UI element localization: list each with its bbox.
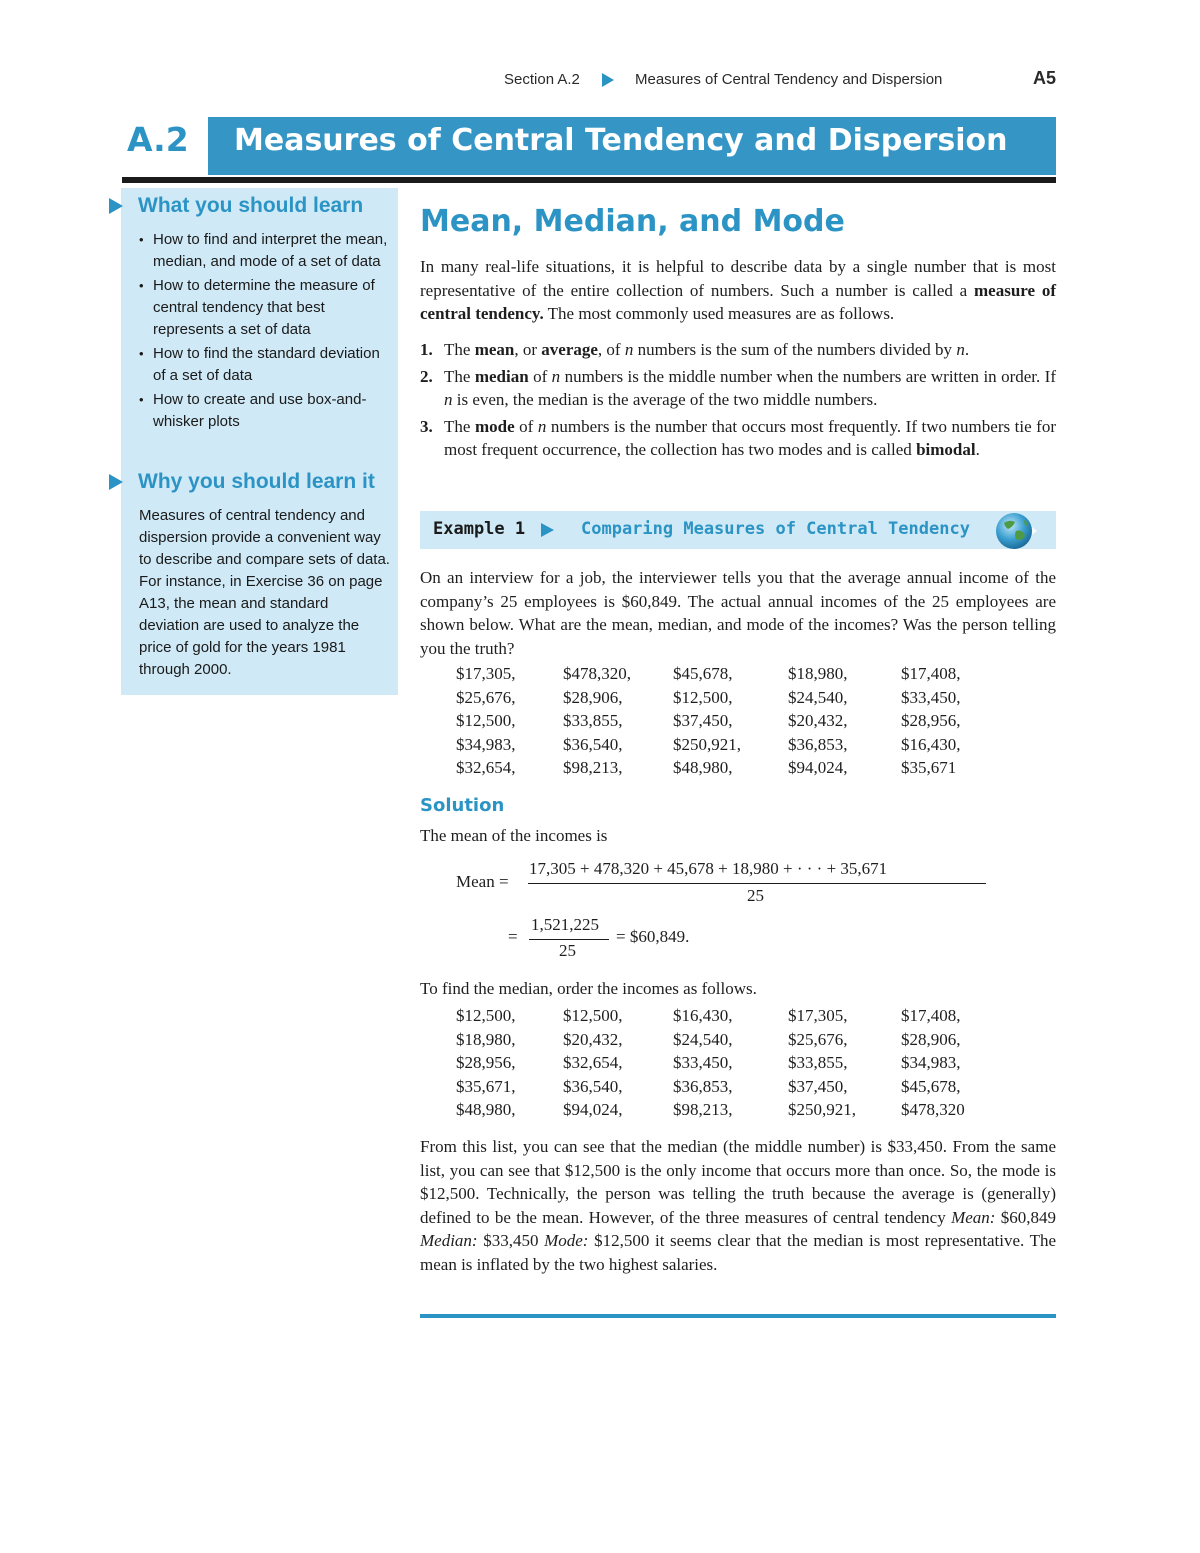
running-header-section: Section A.2 xyxy=(504,71,580,88)
intro-paragraph: In many real-life situations, it is helpful to describe data by a single number that is most representative of the entire collection of numbers. Such a number is called a measure of central tendency. The most commonly used measures are as follows. xyxy=(420,257,1056,323)
equals-sign: = xyxy=(508,927,518,946)
solution-heading: Solution xyxy=(420,795,505,816)
example-label: Example 1 xyxy=(433,519,526,539)
running-header-title: Measures of Central Tendency and Dispersion xyxy=(635,71,943,88)
mean-denominator: 25 xyxy=(747,886,764,905)
globe-icon xyxy=(994,511,1038,551)
list-item: 1. The mean, or average, of n numbers is the sum of the numbers divided by n. xyxy=(420,340,970,359)
triangle-arrow-icon xyxy=(109,198,123,214)
section-title-band xyxy=(208,117,1056,175)
running-header xyxy=(498,68,1058,92)
term-measure-of-central-tendency: measure of central tendency. xyxy=(420,280,1056,323)
list-item: • How to find the standard deviation of a set of data xyxy=(139,343,391,387)
conclusion-paragraph: From this list, you can see that the median (the middle number) is $33,450. From the same list, you can see that $12,500 is the only income that occurs more than once. So, the mode is $12,500. Technically, the person was telling the truth because the average is (generally) defined to be the mean. However, of the three measures of central tendency Mean: $60,849 Median: $33,450 Mode: $12,500 it seems clear that the median is most representative. The mean is inflated by the two highest salaries. xyxy=(420,1137,1057,1274)
mean-label: Mean = xyxy=(456,872,509,891)
example-title: Comparing Measures of Central Tendency xyxy=(581,519,970,539)
why-text: Measures of central tendency and dispersion provide a convenient way to describe and compare sets of data. For instance, in Exercise 36 on page A13, the mean and standard deviation are used to analyze the price of gold for the years 1981 through 2000. xyxy=(139,507,390,678)
example-end-rule xyxy=(420,1314,1056,1318)
example-header xyxy=(420,511,1056,549)
mean-intro: The mean of the incomes is xyxy=(420,826,608,845)
sidebar: What you should learn • How to find and interpret the mean, median, and mode of a set of data • How to determine the measure of central tendency that best represents a set of data • How to find the standard deviation of a set of data • How to create and use box-and-whisker plots Why you should learn it Measures of central tendency and dispersion provide a convenient way to describe and compare sets of data. For instance, in Exercise 36 on page A13, the mean and standard deviation are used to analyze the price of gold for the years 1981 through 2000. xyxy=(121,188,398,695)
sum-denominator: 25 xyxy=(559,941,576,960)
learn-list xyxy=(139,229,391,435)
fraction-bar xyxy=(528,883,986,884)
list-item: 3. The mode of n numbers is the number that occurs most frequently. If two numbers tie for most frequent occurrence, the collection has two modes and is called bimodal. xyxy=(420,416,1056,459)
fraction-bar xyxy=(529,939,609,940)
page-number: A5 xyxy=(1032,68,1056,88)
mean-numerator: 17,305 + 478,320 + 45,678 + 18,980 + · · · + 35,671 xyxy=(529,859,888,878)
section-title: Measures of Central Tendency and Dispersion xyxy=(234,123,1008,158)
sum-numerator: 1,521,225 xyxy=(531,915,599,934)
mean-result: = $60,849. xyxy=(616,927,690,946)
header-divider xyxy=(122,177,1056,183)
list-item: • How to find and interpret the mean, median, and mode of a set of data xyxy=(139,229,391,273)
triangle-arrow-icon xyxy=(109,474,123,490)
section-number: A.2 xyxy=(127,120,189,159)
list-item: 2. The median of n numbers is the middle number when the numbers are written in order. If n is even, the median is the average of the two middle numbers. xyxy=(420,366,1056,409)
list-item: • How to determine the measure of central tendency that best represents a set of data xyxy=(139,275,391,341)
triangle-arrow-icon xyxy=(602,73,614,87)
median-intro: To find the median, order the incomes as follows. xyxy=(420,979,757,998)
page-title: Mean, Median, and Mode xyxy=(420,204,845,239)
example-problem: On an interview for a job, the interviewer tells you that the average annual income of the company’s 25 employees is $60,849. The actual annual incomes of the 25 employees are shown below. What are the mean, median, and mode of the incomes? Was the person telling you the truth? xyxy=(420,568,1056,658)
triangle-arrow-icon xyxy=(541,523,554,537)
definitions-list xyxy=(420,338,1056,465)
list-item: • How to create and use box-and-whisker plots xyxy=(139,389,391,433)
